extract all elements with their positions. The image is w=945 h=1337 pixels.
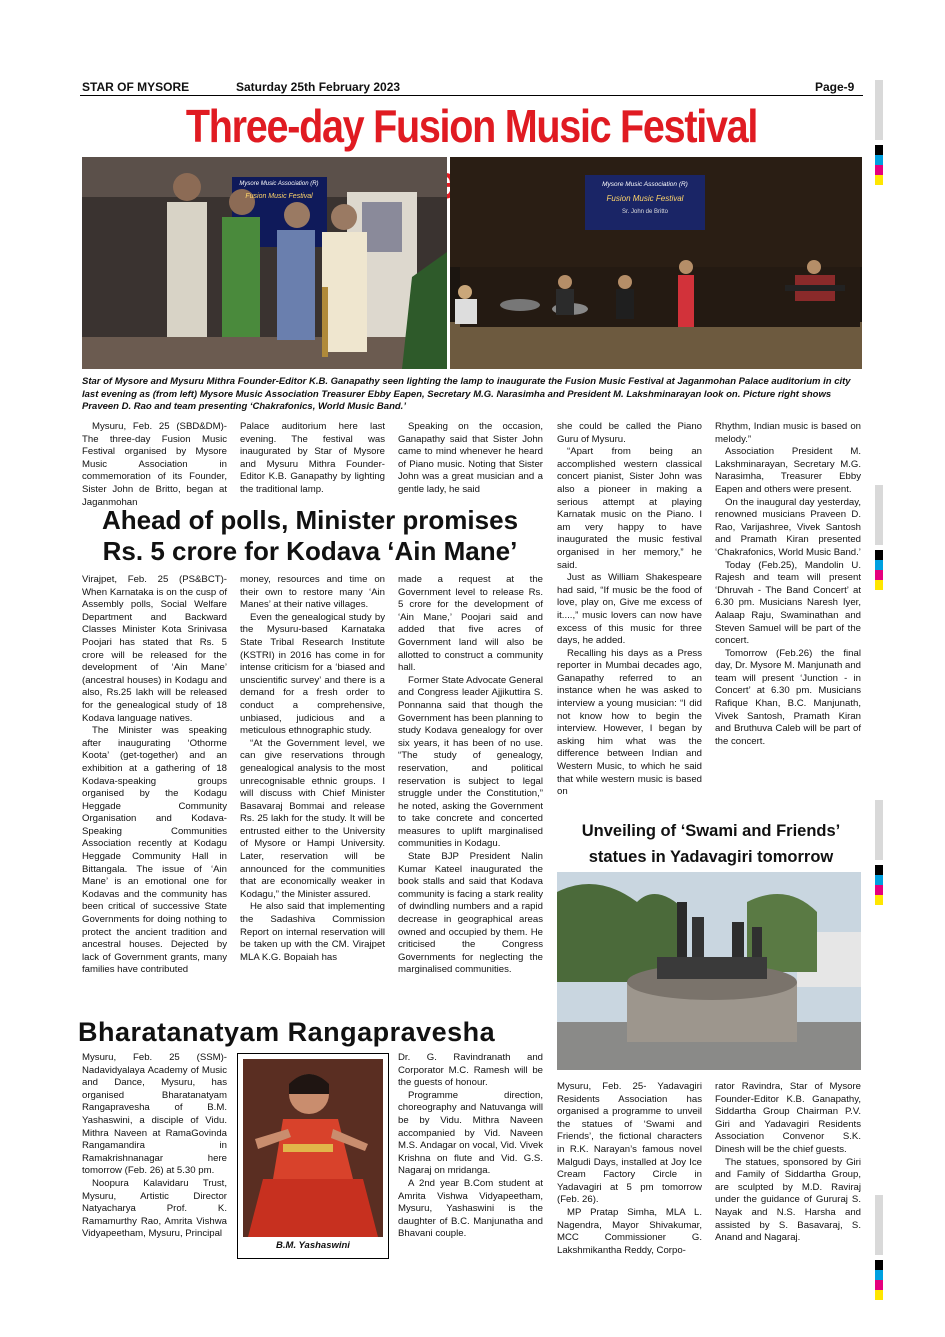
- yellow-swatch: [875, 1290, 883, 1300]
- right-banner-name: Sr. John de Britto: [621, 209, 669, 215]
- page-number: Page-9: [815, 80, 855, 94]
- registration-marks: [875, 865, 883, 905]
- paragraph: Tomorrow (Feb.26) the final day, Dr. Mysore M. Manjunath and team will present ‘Junction - in Concert’ at 6.30 pm. Musicians Rafique Khan, B.C. Manjunath, Vivek Santosh, Pramath Kiran and Bruthuva Caleb will be part of the concert.: [715, 647, 861, 747]
- black-swatch: [875, 1260, 883, 1270]
- paragraph: Recalling his days as a Press reporter in Mumbai decades ago, Ganapathy referred to an instance when he was asked to interview a young musician: “I did not know how to begin the interview. However, I began by asking him what was the difference between Indian and Western Music, to which he said that while western music is based on: [557, 647, 702, 798]
- paragraph: Today (Feb.25), Mandolin U. Rajesh and team will present ‘Dhruvah - The Band Concert’ at 6.30 pm. Musicians Naresh Iyer, Aalaap Raju, Swaminathan and Steven Samuel will be part of the concert.: [715, 559, 861, 647]
- paragraph: Association President M. Lakshminarayan, Secretary M.G. Narasimha, Treasurer Ebby Eapen and others were present.: [715, 446, 861, 495]
- festival-col-2: [240, 421, 385, 497]
- paragraph: Noopura Kalavidaru Trust, Mysuru, Artistic Director Natyacharya Prof. K. Ramamurthy Rao, Amrita Vishwa Vidyapeetham, Mysuru, Principal: [82, 1177, 227, 1240]
- cyan-swatch: [875, 155, 883, 165]
- paragraph: money, resources and time on their own to restore many ‘Ain Manes’ at their native villages.: [240, 574, 385, 611]
- swami-col-1: [557, 1081, 702, 1257]
- bharatanatyam-col-3: [398, 1052, 543, 1241]
- issue-date: Saturday 25th February 2023: [236, 80, 401, 94]
- swami-headline: [552, 818, 870, 870]
- left-banner-subtitle: Fusion Music Festival: [245, 193, 313, 200]
- print-margin-strip: [875, 1195, 883, 1255]
- kodava-headline-line-2: Rs. 5 crore for Kodava ‘Ain Mane’: [102, 536, 518, 566]
- dancer-photo-frame: [237, 1053, 389, 1259]
- black-swatch: [875, 550, 883, 560]
- registration-marks: [875, 1260, 883, 1300]
- registration-marks: [875, 550, 883, 590]
- festival-col-4: [557, 421, 702, 799]
- paragraph: State BJP President Nalin Kumar Kateel inaugurated the book stalls and said that Kodava community is facing a stark reality of dwindling numbers and a rapid decrease in geographical areas owned and occupied by them. He criticised the Congress Governments for neglecting the marginalised communities.: [398, 851, 543, 976]
- paragraph: Virajpet, Feb. 25 (PS&BCT)- When Karnataka is on the cusp of Assembly polls, Social Welfare Department and Backward Classes Minister Kota Srinivasa Poojari has stated that Rs. 5 crore will be released for the development of ‘Ain Mane’ (ancestral houses) in Kodagu and also, Rs.25 lakh will be released for the genealogical study of 18 Kodava language natives.: [82, 574, 227, 724]
- magenta-swatch: [875, 885, 883, 895]
- paragraph: A 2nd year B.Com student at Amrita Vishwa Vidyapeetham, Mysuru, Yashaswini is the daughter of B.C. Manjunatha and Bhavani couple.: [398, 1177, 543, 1240]
- paragraph: rator Ravindra, Star of Mysore Founder-Editor K.B. Ganapathy, Siddartha Group Chairman P.V. Giri and Yadavagiri Residents Association Convenor S.K. Dinesh will be the chief guests.: [715, 1081, 861, 1155]
- lamp-lighting-photo: [82, 157, 447, 369]
- paragraph: “Apart from being an accomplished western classical concert pianist, Sister John was also a pioneer in making a serious attempt at playing Karnatak music on the Piano. I am very happy to have inaugurated the music festival organised in her memory,” he said.: [557, 446, 702, 571]
- right-banner-subtitle: Fusion Music Festival: [606, 194, 684, 203]
- swami-col-2: [715, 1081, 861, 1245]
- paragraph: Palace auditorium here last evening. The festival was inaugurated by Star of Mysore and Mysuru Mithra Founder-Editor K.B. Ganapathy by lighting the traditional lamp.: [240, 421, 385, 495]
- yellow-swatch: [875, 580, 883, 590]
- cyan-swatch: [875, 875, 883, 885]
- right-banner-title: Mysore Music Association (R): [602, 181, 688, 188]
- print-margin-strip: [875, 800, 883, 860]
- paragraph: Mysuru, Feb. 25 (SBD&DM)- The three-day Fusion Music Festival organised by Mysore Music Association in commemoration of its Founder, Sister John de Britto, began at Jaganmohan: [82, 421, 227, 508]
- festival-col-3: [398, 421, 543, 497]
- paragraph: On the inaugural day yesterday, renowned musicians Praveen D. Rao, Varijashree, Vivek Santosh and Pramath Kiran presented ‘Chakrafonics, World Music Band.’: [715, 496, 861, 558]
- paragraph: Mysuru, Feb. 25- Yadavagiri Residents Association has organised a programme to unveil the statues of ‘Swami and Friends’, the fictional characters in R.K. Narayan’s famous novel Malgudi Days, installed at Joy Ice Cream Factory Circle in Yadavagiri at 5 pm tomorrow (Feb. 26).: [557, 1081, 702, 1206]
- paragraph: she could be called the Piano Guru of Mysuru.: [557, 421, 702, 445]
- paragraph: Mysuru, Feb. 25 (SSM)- Nadavidyalaya Academy of Music and Dance, Mysuru, has organised Bharatanatyam Rangapravesha of B.M. Yashaswini, a disciple of Vidu. Mithra Naveen at RamaGovinda Rangamandira in Ramakrishnanagar here tomorrow (Feb. 26) at 5.30 pm.: [82, 1052, 227, 1177]
- magenta-swatch: [875, 165, 883, 175]
- festival-col-5: [715, 421, 861, 748]
- kodava-col-3: [398, 574, 543, 977]
- cyan-swatch: [875, 1270, 883, 1280]
- magenta-swatch: [875, 570, 883, 580]
- paragraph: Programme direction, choreography and Natuvanga will be by Vidu. Mithra Naveen accompanied by Vid. Naveen M.S. Andagar on vocal, Vid. Vivek Krishna on flute and Vid. G.S. Nagaraj on mridanga.: [398, 1089, 543, 1177]
- paragraph: The Minister was speaking after inaugurating ‘Othorme Koota’ (get-together) and an exhibition at a gathering of 18 Kodava-speaking groups organised by the Kodagu Heggade Community Organisation and Kodava-Speaking Communities Association recently at Kodagu Heggade Community Hall in Bittangala. The issue of ‘Ain Mane’ is an emotional one for Kodavas and the community has been critical of successive State Governments for doing nothing to protect the ancient tradition and ancestral houses. Dejected by lack of Government grants, many families have contributed: [82, 725, 227, 976]
- concert-photo: [450, 157, 862, 369]
- paragraph: Rhythm, Indian music is based on melody.”: [715, 421, 861, 445]
- kodava-headline: [70, 505, 550, 567]
- print-margin-strip: [875, 485, 883, 545]
- paragraph: made a request at the Government level to release Rs. 5 crore for the development of ‘Ain Mane,’ Poojari said and added that five acres of Government land will also be allotted to construct a community hall.: [398, 574, 543, 674]
- kodava-col-2: [240, 574, 385, 964]
- swami-headline-line-2: statues in Yadavagiri tomorrow: [588, 848, 834, 866]
- paragraph: He also said that implementing the Sadashiva Commission Report on internal reservation will be taken up with the CM. Virajpet MLA K.G. Bopaiah has: [240, 901, 385, 963]
- print-margin-strip: [875, 80, 883, 140]
- black-swatch: [875, 865, 883, 875]
- main-headline: Three-day Fusion Music Festival: [185, 100, 758, 152]
- cyan-swatch: [875, 560, 883, 570]
- registration-marks: [875, 145, 883, 185]
- kodava-col-1: [82, 574, 227, 977]
- statues-photo: [557, 872, 861, 1070]
- photo-caption: Star of Mysore and Mysuru Mithra Founder-Editor K.B. Ganapathy seen lighting the lamp to inaugurate the Fusion Music Festival at Jaganmohan Palace auditorium in city last evening as (from left) Mysore Music Association Treasurer Ebby Eapen, Secretary M.G. Narasimha and President M. Lakshminarayan look on. Picture right shows Praveen D. Rao and team presenting ‘Chakrafonics, World Music Band.’: [82, 376, 851, 412]
- left-banner-title: Mysore Music Association (R): [239, 181, 319, 187]
- yellow-swatch: [875, 895, 883, 905]
- paragraph: Speaking on the occasion, Ganapathy said that Sister John came to mind whenever he heard of Piano music. Noting that Sister John was a great musician and a gentle lady, he said: [398, 421, 543, 495]
- swami-headline-line-1: Unveiling of ‘Swami and Friends’: [581, 822, 841, 840]
- yellow-swatch: [875, 175, 883, 185]
- bharatanatyam-col-1: [82, 1052, 227, 1241]
- kodava-headline-line-1: Ahead of polls, Minister promises: [101, 505, 519, 535]
- paragraph: The statues, sponsored by Giri and Family of Siddartha Group, are sculpted by M.D. Raviraj under the guidance of Gururaj S. Nayak and N.S. Harsha and assisted by S. Basavaraj, S. Anand and Nagaraj.: [715, 1156, 861, 1244]
- paragraph: Former State Advocate General and Congress leader Ajjikuttira S. Ponnanna said that though the Government has been planning to study Kodava genealogy for over six years, it has been of no use. “The study of genealogy, reservation, and political reservation is subject to legal struggle under the Constitution,” he noted, asking the Government to take concrete and concerted measures to uplift marginalised communities in Kodagu.: [398, 674, 543, 850]
- black-swatch: [875, 145, 883, 155]
- magenta-swatch: [875, 1280, 883, 1290]
- festival-col-1: [82, 421, 227, 509]
- paragraph: MP Pratap Simha, MLA L. Nagendra, Mayor Shivakumar, MCC Commissioner G. Lakshmikantha Reddy, Corpo-: [557, 1206, 702, 1256]
- paragraph: “At the Government level, we can give reservations through genealogical analysis to the most unrecognisable ethnic groups. I will discuss with Chief Minister Basavaraj Bommai and release Rs. 25 lakh for the study. It will be entrusted either to the University of Mysore or Hampi University. Later, reservation will be announced for the communities that are economically weaker in Kodagu,” the Minister assured.: [240, 737, 385, 900]
- bharatanatyam-headline: Bharatanatyam Rangapravesha: [78, 1017, 496, 1047]
- dancer-photo-caption: B.M. Yashaswini: [276, 1240, 350, 1251]
- paragraph: Even the genealogical study by the Mysuru-based Karnataka State Tribal Research Institute (KSTRI) in 2016 has come in for intense criticism for a ‘biased and unscientific survey’ and there is a demand for a fresh order to conduct a comprehensive, unbiased, judicious and a meticulous ethnographic study.: [240, 611, 385, 737]
- paragraph: Dr. G. Ravindranath and Corporator M.C. Ramesh will be the guests of honour.: [398, 1052, 543, 1089]
- dancer-photo: [243, 1059, 383, 1237]
- publication-name: STAR OF MYSORE: [82, 80, 190, 94]
- header-rule: [80, 95, 863, 96]
- paragraph: Just as William Shakespeare had said, “If music be the food of love, play on, Give me excess of it....,” music lovers can now have excess of this music for three days, he added.: [557, 572, 702, 647]
